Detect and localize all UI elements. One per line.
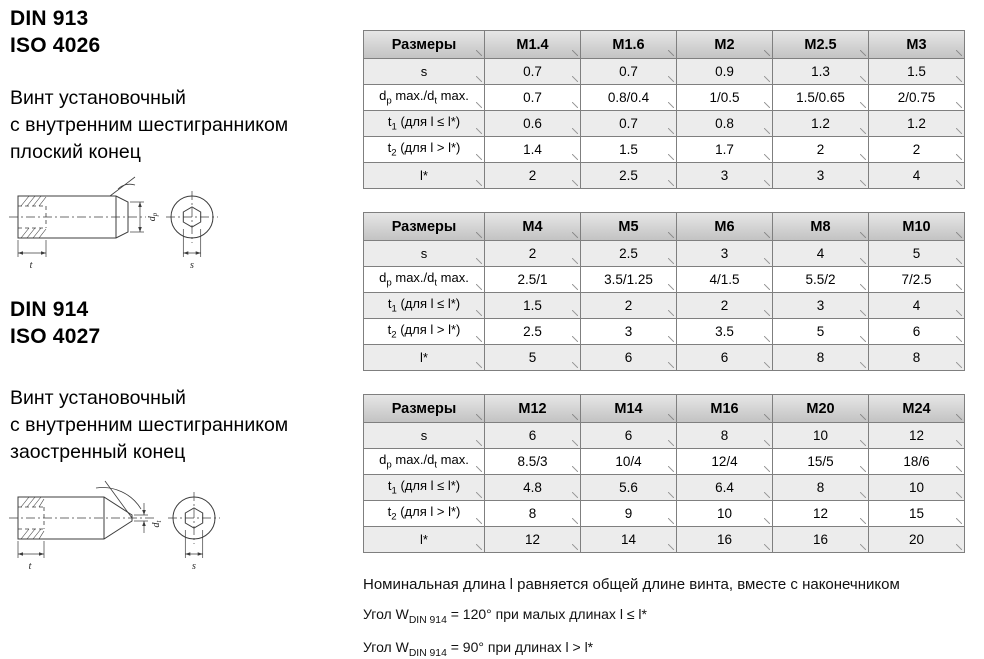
table-row (364, 163, 965, 189)
dimension-value: 16 (773, 527, 869, 553)
table-row (364, 111, 965, 137)
dimension-value: 2.5/1 (485, 267, 581, 293)
dimension-value: 2.5 (581, 241, 677, 267)
dimension-value: 10 (677, 501, 773, 527)
row-label: l* (364, 527, 485, 553)
size-column-header: M3 (869, 31, 965, 59)
description-line: плоский конец (10, 141, 141, 163)
size-column-header: M14 (581, 395, 677, 423)
row-label: s (364, 241, 485, 267)
sizes-header: Размеры (364, 213, 485, 241)
dimension-value: 3 (581, 319, 677, 345)
footnotes (363, 576, 969, 659)
size-column-header: M4 (485, 213, 581, 241)
dimension-value: 5.5/2 (773, 267, 869, 293)
dimension-label-t: t (28, 561, 32, 572)
table-row (364, 423, 965, 449)
dimension-value: 18/6 (869, 449, 965, 475)
dimension-label-t: t (29, 260, 33, 271)
dimension-value: 6 (581, 423, 677, 449)
row-label: l* (364, 345, 485, 371)
dimension-value: 0.7 (581, 59, 677, 85)
dimension-value: 1.5 (485, 293, 581, 319)
table-row (364, 475, 965, 501)
dimension-label-s: s (192, 561, 196, 572)
dimension-value: 12 (773, 501, 869, 527)
size-column-header: M2.5 (773, 31, 869, 59)
dimension-value: 10 (773, 423, 869, 449)
dimensions-table-2 (363, 212, 965, 371)
dimension-value: 15 (869, 501, 965, 527)
row-label: $d_p$ $\max./d_t$ max. (364, 449, 485, 475)
dimension-value: 0.7 (485, 85, 581, 111)
description-line: заостренный конец (10, 441, 186, 463)
dimension-value: 2 (677, 293, 773, 319)
standard-title-din913 (10, 5, 100, 59)
size-column-header: M24 (869, 395, 965, 423)
size-column-header: M20 (773, 395, 869, 423)
dimension-value: 8 (677, 423, 773, 449)
standard-line-din914: DIN 914 (10, 298, 89, 321)
dimension-value: 1.5/0.65 (773, 85, 869, 111)
row-label: l* (364, 163, 485, 189)
footnote: Угол $W_{DIN 914} = 120^\circ$ при малых длинах l ≤ l* (363, 606, 647, 626)
dimension-value: 3 (677, 241, 773, 267)
table-row (364, 267, 965, 293)
dimension-value: 3 (773, 163, 869, 189)
dimension-value: 8 (869, 345, 965, 371)
dimension-value: 0.7 (485, 59, 581, 85)
dimension-value: 4 (869, 163, 965, 189)
dimension-value: 4 (869, 293, 965, 319)
dimension-value: 10 (869, 475, 965, 501)
dimension-value: 0.7 (581, 111, 677, 137)
dimensions-table-1 (363, 30, 965, 189)
dimension-value: 3 (677, 163, 773, 189)
description-din914 (10, 385, 288, 466)
footnote: Угол $W_{DIN 914} = 90^\circ$ при длинах l > l* (363, 638, 594, 659)
size-column-header: M6 (677, 213, 773, 241)
dimension-label-dt: $d_t$ (151, 520, 163, 528)
description-din913 (10, 85, 288, 166)
dimension-value: 1.4 (485, 137, 581, 163)
dimension-value: 0.9 (677, 59, 773, 85)
dimension-value: 6 (677, 345, 773, 371)
dimension-value: 20 (869, 527, 965, 553)
dimension-value: 4/1.5 (677, 267, 773, 293)
size-column-header: M1.6 (581, 31, 677, 59)
size-column-header: M2 (677, 31, 773, 59)
table-row (364, 319, 965, 345)
dimension-value: 8 (485, 501, 581, 527)
dimension-value: 5 (485, 345, 581, 371)
description-line: Винт установочный (10, 87, 186, 109)
row-label: $t_2$ (для l > l*) (364, 137, 485, 163)
dimension-value: 12/4 (677, 449, 773, 475)
sizes-header: Размеры (364, 395, 485, 423)
dimension-value: 16 (677, 527, 773, 553)
table-row (364, 85, 965, 111)
dimension-value: 2.5 (581, 163, 677, 189)
dimension-value: 0.8/0.4 (581, 85, 677, 111)
dimension-label-dp: $d_p$ (147, 212, 159, 222)
size-column-header: M10 (869, 213, 965, 241)
row-label: $d_p$ $\max./d_t$ max. (364, 85, 485, 111)
description-line: с внутренним шестигранником (10, 414, 289, 436)
dimension-value: 2 (485, 241, 581, 267)
description-line: с внутренним шестигранником (10, 114, 289, 136)
dimension-value: 1.5 (869, 59, 965, 85)
dimension-value: 2.5 (485, 319, 581, 345)
dimension-value: 8 (773, 475, 869, 501)
row-label: $t_1$ (для l ≤ l*) (364, 293, 485, 319)
row-label: $d_p$ $\max./d_t$ max. (364, 267, 485, 293)
dimension-value: 1.2 (869, 111, 965, 137)
dimension-value: 12 (485, 527, 581, 553)
dimension-value: 5 (869, 241, 965, 267)
size-column-header: M5 (581, 213, 677, 241)
table-row (364, 345, 965, 371)
table-row (364, 137, 965, 163)
standard-line-iso4027: ISO 4027 (10, 325, 101, 348)
dimension-value: 12 (869, 423, 965, 449)
dimension-value: 3 (773, 293, 869, 319)
dimension-value: 4 (773, 241, 869, 267)
dimensions-table-3 (363, 394, 965, 553)
dimension-value: 1.3 (773, 59, 869, 85)
dimension-value: 1/0.5 (677, 85, 773, 111)
row-label: $t_1$ (для l ≤ l*) (364, 475, 485, 501)
dimension-value: 6.4 (677, 475, 773, 501)
dimension-value: 3.5 (677, 319, 773, 345)
dimension-value: 2 (773, 137, 869, 163)
size-column-header: M8 (773, 213, 869, 241)
dimension-value: 15/5 (773, 449, 869, 475)
dimension-value: 4.8 (485, 475, 581, 501)
dimension-value: 2 (869, 137, 965, 163)
dimension-value: 2 (581, 293, 677, 319)
dimension-value: 3.5/1.25 (581, 267, 677, 293)
dimension-value: 0.6 (485, 111, 581, 137)
row-label: $t_1$ (для l ≤ l*) (364, 111, 485, 137)
dimension-label-s: s (190, 260, 194, 271)
dimension-value: 14 (581, 527, 677, 553)
table-row (364, 449, 965, 475)
size-column-header: M16 (677, 395, 773, 423)
standard-line-din913: DIN 913 (10, 7, 89, 30)
dimension-value: 9 (581, 501, 677, 527)
dimension-value: 6 (869, 319, 965, 345)
dimension-value: 5 (773, 319, 869, 345)
dimension-value: 1.7 (677, 137, 773, 163)
table-row (364, 293, 965, 319)
table-row (364, 501, 965, 527)
table-row (364, 527, 965, 553)
dimension-value: 5.6 (581, 475, 677, 501)
size-column-header: M1.4 (485, 31, 581, 59)
dimension-value: 10/4 (581, 449, 677, 475)
dimension-value: 1.5 (581, 137, 677, 163)
dimension-value: 2/0.75 (869, 85, 965, 111)
sizes-header: Размеры (364, 31, 485, 59)
standard-title-din914 (10, 296, 100, 350)
row-label: $t_2$ (для l > l*) (364, 319, 485, 345)
standard-line-iso4026: ISO 4026 (10, 34, 101, 57)
dimension-value: 8 (773, 345, 869, 371)
dimension-value: 8.5/3 (485, 449, 581, 475)
cone-point-screw-drawing (4, 476, 239, 574)
description-line: Винт установочный (10, 387, 186, 409)
flat-point-screw-drawing (4, 175, 239, 273)
dimension-value: 0.8 (677, 111, 773, 137)
dimension-value: 7/2.5 (869, 267, 965, 293)
tables-area (363, 30, 969, 659)
row-label: $t_2$ (для l > l*) (364, 501, 485, 527)
dimension-value: 6 (581, 345, 677, 371)
table-row (364, 59, 965, 85)
row-label: s (364, 423, 485, 449)
size-column-header: M12 (485, 395, 581, 423)
footnote: Номинальная длина l равняется общей длине винта, вместе с наконечником (363, 576, 900, 593)
row-label: s (364, 59, 485, 85)
dimension-value: 1.2 (773, 111, 869, 137)
table-row (364, 241, 965, 267)
dimension-value: 6 (485, 423, 581, 449)
dimension-value: 2 (485, 163, 581, 189)
